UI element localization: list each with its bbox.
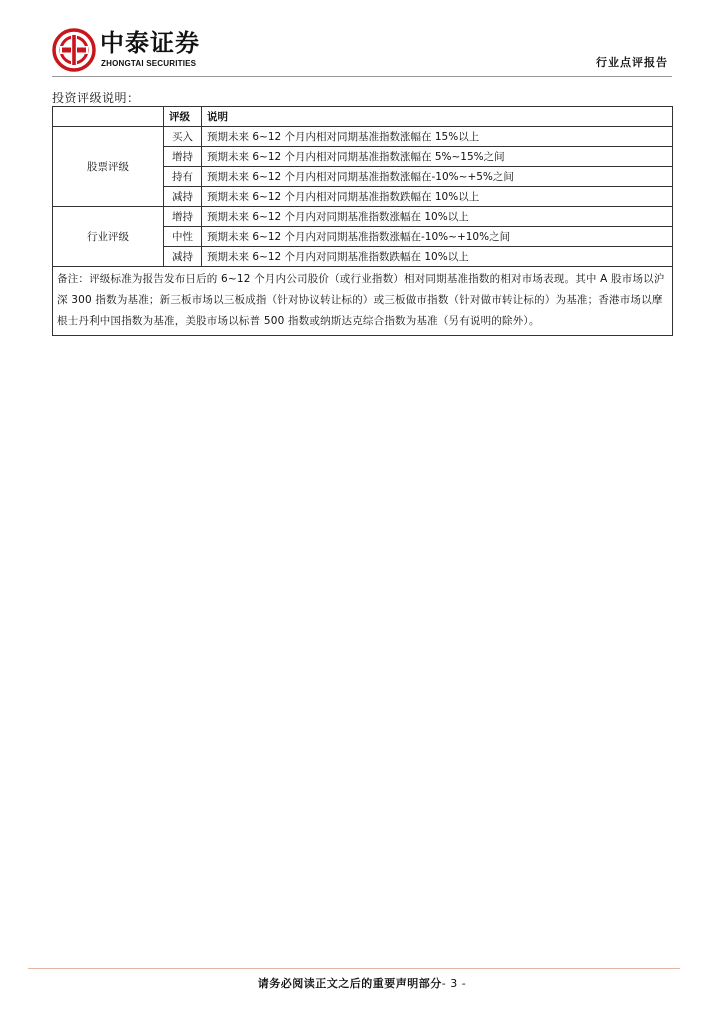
stock-rating-category: 股票评级	[53, 127, 164, 207]
header-divider	[52, 76, 672, 77]
description-cell: 预期未来 6~12 个月内相对同期基准指数涨幅在-10%~+5%之间	[202, 167, 673, 187]
rating-cell: 减持	[164, 187, 202, 207]
report-type: 行业点评报告	[596, 56, 668, 69]
rating-note: 备注：评级标准为报告发布日后的 6~12 个月内公司股价（或行业指数）相对同期基准指数的相对市场表现。其中 A 股市场以沪深 300 指数为基准；新三板市场以三板成指（针对协议转让标的）或三板做市指数（针对做市转让标的）为基准；香港市场以摩根士丹利中国指数为基准，美股市场以标普 500 指数或纳斯达克综合指数为基准（另有说明的除外）。	[53, 267, 673, 336]
rating-cell: 持有	[164, 167, 202, 187]
rating-cell: 买入	[164, 127, 202, 147]
description-cell: 预期未来 6~12 个月内相对同期基准指数涨幅在 15%以上	[202, 127, 673, 147]
page-footer	[0, 975, 724, 991]
section-title: 投资评级说明：	[52, 91, 140, 105]
header-blank-cell	[53, 107, 164, 127]
description-cell: 预期未来 6~12 个月内相对同期基准指数跌幅在 10%以上	[202, 187, 673, 207]
description-cell: 预期未来 6~12 个月内对同期基准指数涨幅在 10%以上	[202, 207, 673, 227]
rating-cell: 中性	[164, 227, 202, 247]
industry-rating-category: 行业评级	[53, 207, 164, 267]
header-rating: 评级	[164, 107, 202, 127]
rating-cell: 减持	[164, 247, 202, 267]
description-cell: 预期未来 6~12 个月内对同期基准指数涨幅在-10%~+10%之间	[202, 227, 673, 247]
table-note-row	[53, 267, 673, 336]
table-row	[53, 207, 673, 227]
table-header-row	[53, 107, 673, 127]
description-cell: 预期未来 6~12 个月内对同期基准指数跌幅在 10%以上	[202, 247, 673, 267]
table-row	[53, 127, 673, 147]
brand-name-en: ZHONGTAI SECURITIES	[101, 59, 197, 68]
rating-cell: 增持	[164, 207, 202, 227]
rating-cell: 增持	[164, 147, 202, 167]
company-logo	[52, 28, 222, 72]
description-cell: 预期未来 6~12 个月内相对同期基准指数涨幅在 5%~15%之间	[202, 147, 673, 167]
footer-disclaimer: 请务必阅读正文之后的重要声明部分	[257, 977, 442, 990]
rating-definitions-table	[52, 106, 673, 336]
footer-divider	[28, 968, 680, 969]
brand-name-cn: 中泰证券	[100, 29, 200, 57]
page-number: - 3 -	[441, 977, 467, 990]
header-description: 说明	[202, 107, 673, 127]
zhongtai-logo-icon	[52, 28, 96, 72]
